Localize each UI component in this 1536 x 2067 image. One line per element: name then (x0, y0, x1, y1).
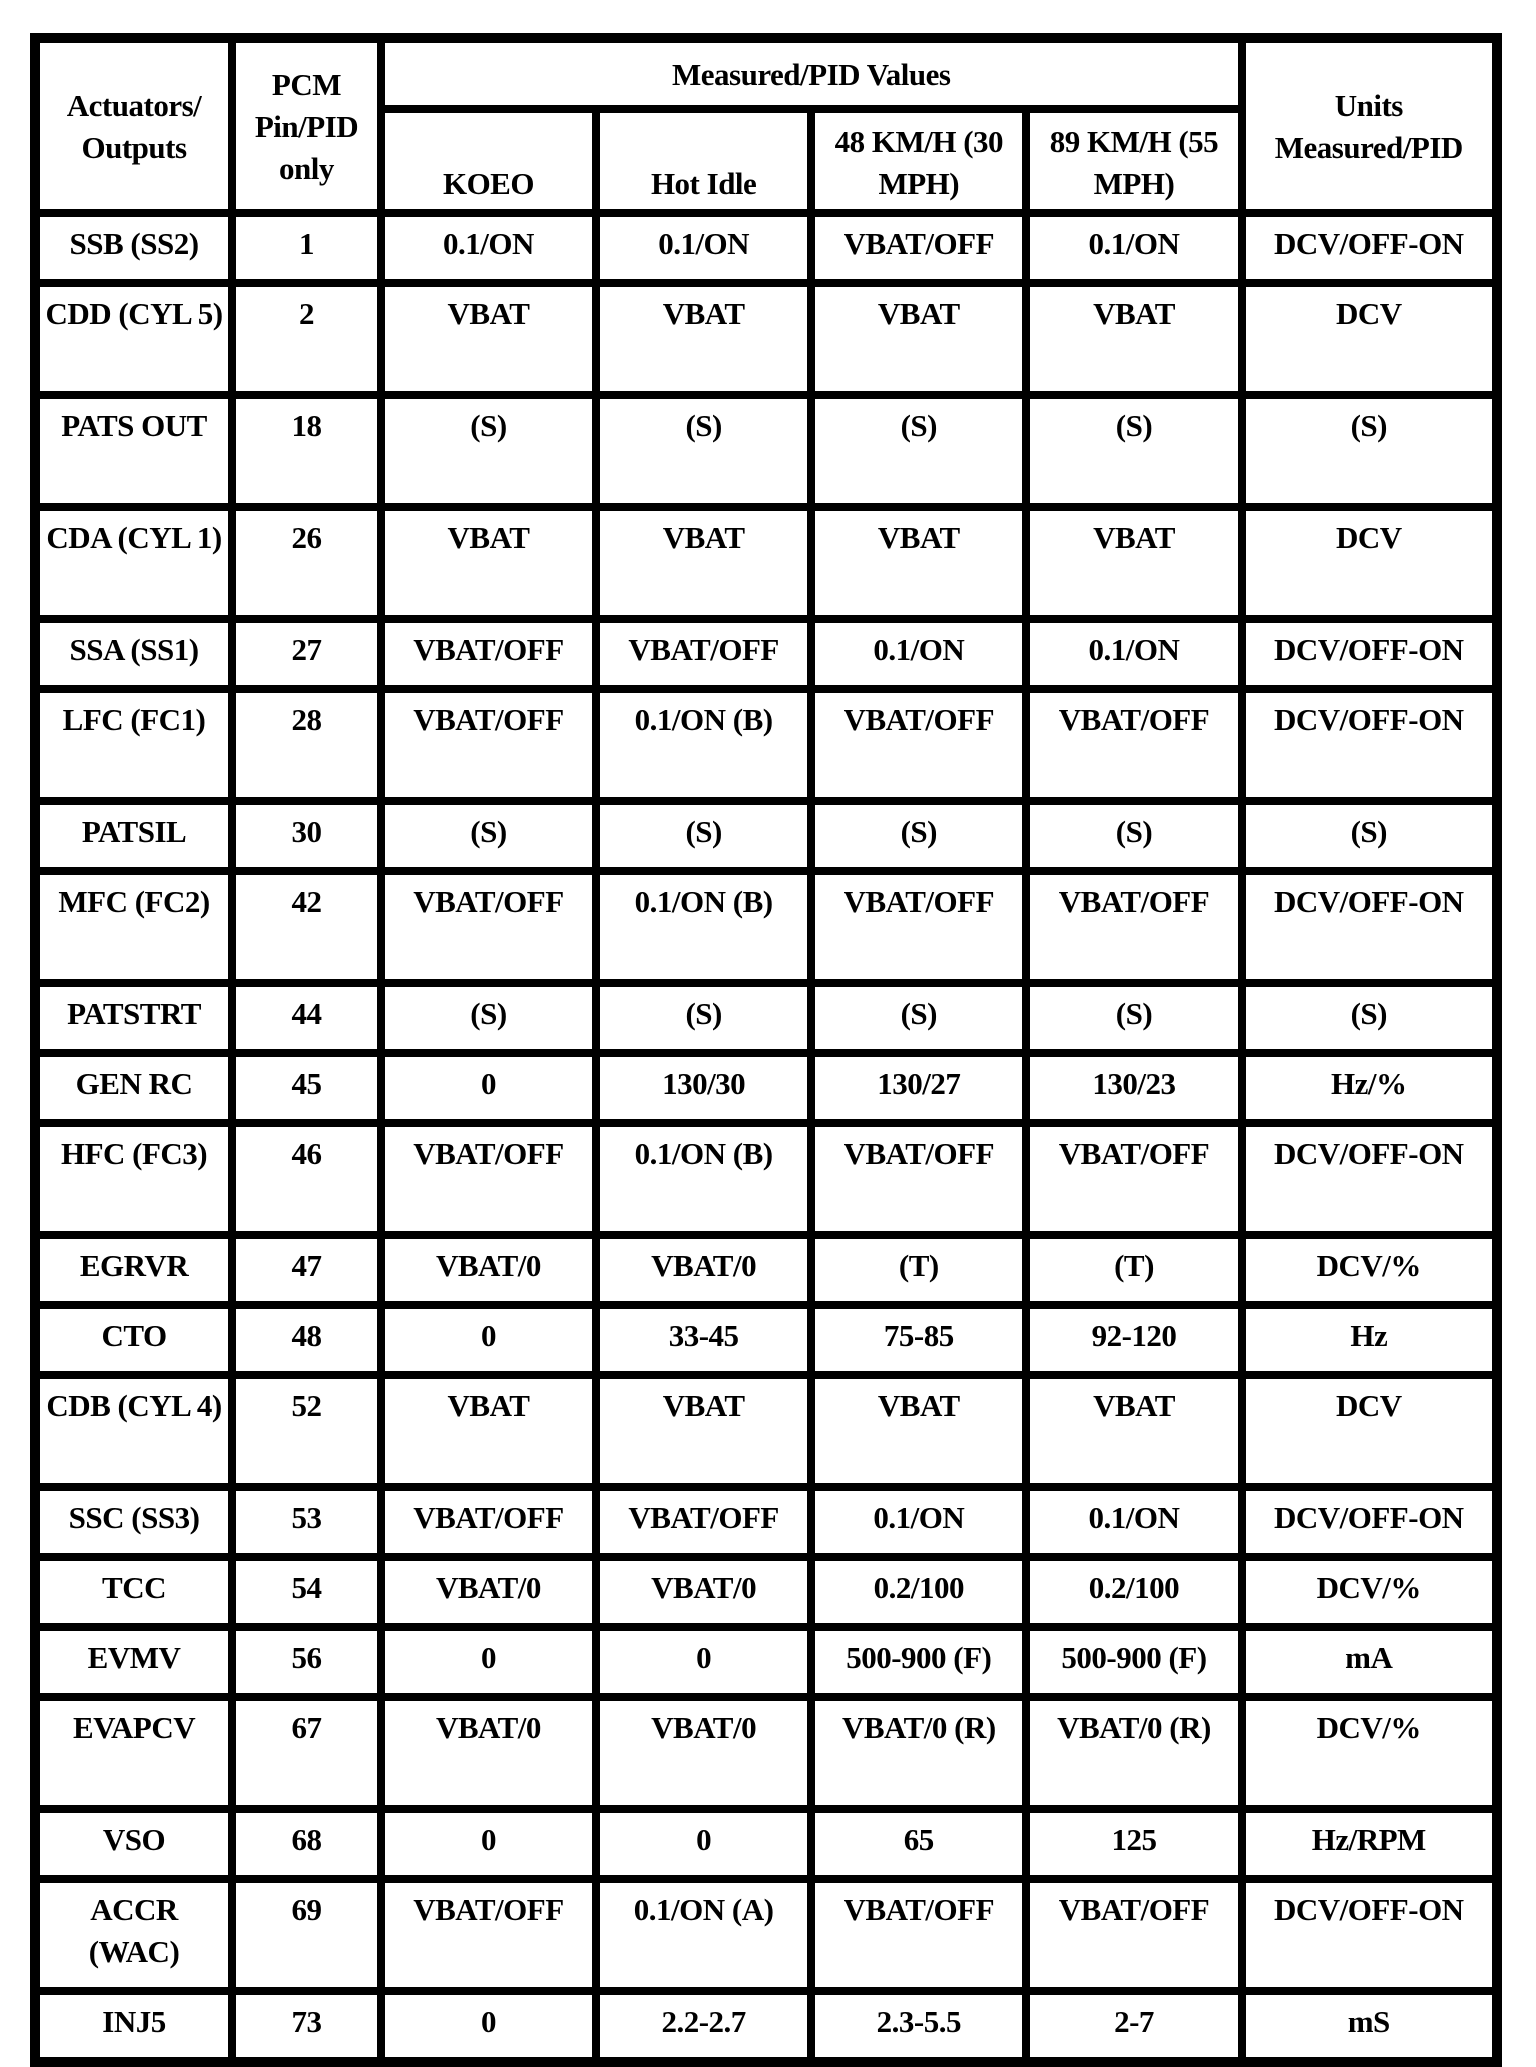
cell-pin: 18 (232, 395, 381, 507)
cell-pin: 73 (232, 1991, 381, 2061)
cell-pin: 28 (232, 689, 381, 801)
cell-89-kmh: VBAT/OFF (1026, 1123, 1241, 1235)
cell-koeo: 0 (381, 1991, 596, 2061)
table-row (36, 1627, 1496, 1697)
cell-units: DCV/% (1242, 1235, 1496, 1305)
cell-pin: 27 (232, 619, 381, 689)
cell-actuator: PATSIL (36, 801, 232, 871)
cell-89-kmh: 0.1/ON (1026, 619, 1241, 689)
table-body (36, 213, 1496, 2061)
cell-48-kmh: (T) (811, 1235, 1026, 1305)
header-48-kmh: 48 KM/H (30 MPH) (811, 109, 1026, 213)
cell-units: (S) (1242, 395, 1496, 507)
cell-hot-idle: VBAT/0 (596, 1235, 811, 1305)
cell-48-kmh: VBAT/OFF (811, 1123, 1026, 1235)
cell-units: DCV/% (1242, 1557, 1496, 1627)
cell-actuator: GEN RC (36, 1053, 232, 1123)
cell-units: DCV/OFF-ON (1242, 619, 1496, 689)
cell-hot-idle: 33-45 (596, 1305, 811, 1375)
cell-hot-idle: 0 (596, 1809, 811, 1879)
cell-48-kmh: VBAT/0 (R) (811, 1697, 1026, 1809)
cell-actuator: PATSTRT (36, 983, 232, 1053)
cell-48-kmh: VBAT/OFF (811, 1879, 1026, 1991)
cell-48-kmh: VBAT (811, 283, 1026, 395)
cell-hot-idle: 130/30 (596, 1053, 811, 1123)
cell-pin: 48 (232, 1305, 381, 1375)
cell-actuator: TCC (36, 1557, 232, 1627)
header-units-measured-pid: Units Measured/PID (1242, 39, 1496, 213)
cell-hot-idle: VBAT (596, 507, 811, 619)
cell-units: DCV (1242, 283, 1496, 395)
cell-48-kmh: 500-900 (F) (811, 1627, 1026, 1697)
cell-89-kmh: (S) (1026, 801, 1241, 871)
cell-48-kmh: VBAT/OFF (811, 871, 1026, 983)
table-row (36, 1991, 1496, 2061)
cell-units: DCV/OFF-ON (1242, 1123, 1496, 1235)
cell-units: Hz/RPM (1242, 1809, 1496, 1879)
cell-units: DCV/OFF-ON (1242, 1487, 1496, 1557)
table-row (36, 689, 1496, 801)
cell-hot-idle: (S) (596, 801, 811, 871)
cell-48-kmh: 0.1/ON (811, 1487, 1026, 1557)
table-row (36, 213, 1496, 283)
table-row (36, 1305, 1496, 1375)
cell-koeo: VBAT (381, 1375, 596, 1487)
table-row (36, 283, 1496, 395)
cell-hot-idle: VBAT/0 (596, 1557, 811, 1627)
cell-koeo: VBAT/OFF (381, 1123, 596, 1235)
cell-89-kmh: VBAT (1026, 507, 1241, 619)
cell-koeo: (S) (381, 801, 596, 871)
cell-actuator: EVMV (36, 1627, 232, 1697)
cell-actuator: ACCR (WAC) (36, 1879, 232, 1991)
cell-koeo: 0 (381, 1305, 596, 1375)
cell-actuator: CDB (CYL 4) (36, 1375, 232, 1487)
cell-koeo: VBAT/OFF (381, 689, 596, 801)
table-row (36, 395, 1496, 507)
table-row (36, 983, 1496, 1053)
cell-koeo: VBAT (381, 507, 596, 619)
cell-89-kmh: 130/23 (1026, 1053, 1241, 1123)
cell-koeo: VBAT/OFF (381, 871, 596, 983)
cell-actuator: INJ5 (36, 1991, 232, 2061)
cell-hot-idle: 2.2-2.7 (596, 1991, 811, 2061)
table-row (36, 1879, 1496, 1991)
cell-48-kmh: VBAT/OFF (811, 213, 1026, 283)
cell-pin: 69 (232, 1879, 381, 1991)
cell-pin: 2 (232, 283, 381, 395)
cell-pin: 26 (232, 507, 381, 619)
header-actuators-outputs: Actuators/ Outputs (36, 39, 232, 213)
cell-units: DCV/% (1242, 1697, 1496, 1809)
table-row (36, 1235, 1496, 1305)
table-row (36, 1053, 1496, 1123)
cell-48-kmh: (S) (811, 801, 1026, 871)
cell-48-kmh: (S) (811, 983, 1026, 1053)
cell-pin: 44 (232, 983, 381, 1053)
cell-units: DCV/OFF-ON (1242, 213, 1496, 283)
cell-actuator: CDA (CYL 1) (36, 507, 232, 619)
cell-89-kmh: VBAT/OFF (1026, 871, 1241, 983)
cell-koeo: VBAT/0 (381, 1235, 596, 1305)
cell-hot-idle: (S) (596, 395, 811, 507)
cell-actuator: SSA (SS1) (36, 619, 232, 689)
cell-48-kmh: 65 (811, 1809, 1026, 1879)
cell-hot-idle: 0.1/ON (596, 213, 811, 283)
cell-actuator: EVAPCV (36, 1697, 232, 1809)
cell-pin: 47 (232, 1235, 381, 1305)
cell-hot-idle: 0.1/ON (B) (596, 871, 811, 983)
cell-89-kmh: (T) (1026, 1235, 1241, 1305)
cell-actuator: HFC (FC3) (36, 1123, 232, 1235)
cell-48-kmh: VBAT (811, 507, 1026, 619)
cell-48-kmh: VBAT/OFF (811, 689, 1026, 801)
cell-actuator: MFC (FC2) (36, 871, 232, 983)
header-measured-pid-values: Measured/PID Values (381, 39, 1242, 109)
cell-koeo: VBAT/OFF (381, 1879, 596, 1991)
cell-hot-idle: 0.1/ON (B) (596, 1123, 811, 1235)
cell-units: (S) (1242, 983, 1496, 1053)
cell-48-kmh: 75-85 (811, 1305, 1026, 1375)
header-pcm-pin-pid: PCM Pin/PID only (232, 39, 381, 213)
table-row (36, 507, 1496, 619)
table-row (36, 619, 1496, 689)
cell-89-kmh: 500-900 (F) (1026, 1627, 1241, 1697)
cell-koeo: 0 (381, 1053, 596, 1123)
cell-89-kmh: 2-7 (1026, 1991, 1241, 2061)
cell-89-kmh: VBAT/0 (R) (1026, 1697, 1241, 1809)
cell-hot-idle: VBAT (596, 1375, 811, 1487)
cell-pin: 45 (232, 1053, 381, 1123)
cell-89-kmh: 0.1/ON (1026, 1487, 1241, 1557)
cell-actuator: LFC (FC1) (36, 689, 232, 801)
table-row (36, 801, 1496, 871)
cell-koeo: VBAT/0 (381, 1697, 596, 1809)
cell-hot-idle: VBAT/OFF (596, 619, 811, 689)
table-row (36, 1375, 1496, 1487)
cell-units: DCV (1242, 507, 1496, 619)
cell-hot-idle: 0 (596, 1627, 811, 1697)
cell-pin: 67 (232, 1697, 381, 1809)
cell-actuator: SSC (SS3) (36, 1487, 232, 1557)
cell-hot-idle: VBAT/0 (596, 1697, 811, 1809)
cell-89-kmh: VBAT (1026, 1375, 1241, 1487)
cell-actuator: PATS OUT (36, 395, 232, 507)
cell-pin: 53 (232, 1487, 381, 1557)
cell-units: DCV/OFF-ON (1242, 871, 1496, 983)
cell-units: DCV (1242, 1375, 1496, 1487)
cell-89-kmh: 0.2/100 (1026, 1557, 1241, 1627)
cell-89-kmh: VBAT/OFF (1026, 689, 1241, 801)
cell-koeo: VBAT/OFF (381, 1487, 596, 1557)
cell-actuator: CDD (CYL 5) (36, 283, 232, 395)
cell-hot-idle: 0.1/ON (B) (596, 689, 811, 801)
cell-48-kmh: 0.1/ON (811, 619, 1026, 689)
cell-89-kmh: VBAT (1026, 283, 1241, 395)
cell-pin: 30 (232, 801, 381, 871)
table-row (36, 871, 1496, 983)
cell-pin: 56 (232, 1627, 381, 1697)
cell-koeo: VBAT/0 (381, 1557, 596, 1627)
cell-89-kmh: 92-120 (1026, 1305, 1241, 1375)
cell-89-kmh: 125 (1026, 1809, 1241, 1879)
table-row (36, 1697, 1496, 1809)
cell-pin: 52 (232, 1375, 381, 1487)
cell-koeo: 0.1/ON (381, 213, 596, 283)
cell-koeo: (S) (381, 983, 596, 1053)
cell-units: Hz/% (1242, 1053, 1496, 1123)
cell-units: (S) (1242, 801, 1496, 871)
cell-pin: 42 (232, 871, 381, 983)
cell-actuator: VSO (36, 1809, 232, 1879)
cell-actuator: CTO (36, 1305, 232, 1375)
cell-pin: 46 (232, 1123, 381, 1235)
cell-koeo: 0 (381, 1627, 596, 1697)
table-row (36, 1487, 1496, 1557)
table-row (36, 1123, 1496, 1235)
cell-89-kmh: (S) (1026, 395, 1241, 507)
cell-units: Hz (1242, 1305, 1496, 1375)
cell-units: DCV/OFF-ON (1242, 689, 1496, 801)
cell-actuator: SSB (SS2) (36, 213, 232, 283)
cell-units: mA (1242, 1627, 1496, 1697)
pcm-pin-values-table (30, 33, 1502, 2067)
cell-units: DCV/OFF-ON (1242, 1879, 1496, 1991)
table-row (36, 1809, 1496, 1879)
cell-pin: 1 (232, 213, 381, 283)
cell-48-kmh: 0.2/100 (811, 1557, 1026, 1627)
cell-48-kmh: (S) (811, 395, 1026, 507)
header-koeo: KOEO (381, 109, 596, 213)
cell-koeo: VBAT/OFF (381, 619, 596, 689)
cell-koeo: (S) (381, 395, 596, 507)
cell-koeo: VBAT (381, 283, 596, 395)
cell-89-kmh: VBAT/OFF (1026, 1879, 1241, 1991)
header-89-kmh: 89 KM/H (55 MPH) (1026, 109, 1241, 213)
header-row-top (36, 39, 1496, 109)
cell-89-kmh: 0.1/ON (1026, 213, 1241, 283)
cell-89-kmh: (S) (1026, 983, 1241, 1053)
cell-48-kmh: VBAT (811, 1375, 1026, 1487)
cell-hot-idle: 0.1/ON (A) (596, 1879, 811, 1991)
cell-hot-idle: (S) (596, 983, 811, 1053)
cell-hot-idle: VBAT/OFF (596, 1487, 811, 1557)
cell-hot-idle: VBAT (596, 283, 811, 395)
cell-48-kmh: 2.3-5.5 (811, 1991, 1026, 2061)
pcm-reference-table-page (30, 33, 1502, 2067)
cell-units: mS (1242, 1991, 1496, 2061)
cell-48-kmh: 130/27 (811, 1053, 1026, 1123)
table-row (36, 1557, 1496, 1627)
header-hot-idle: Hot Idle (596, 109, 811, 213)
cell-actuator: EGRVR (36, 1235, 232, 1305)
cell-koeo: 0 (381, 1809, 596, 1879)
cell-pin: 68 (232, 1809, 381, 1879)
cell-pin: 54 (232, 1557, 381, 1627)
